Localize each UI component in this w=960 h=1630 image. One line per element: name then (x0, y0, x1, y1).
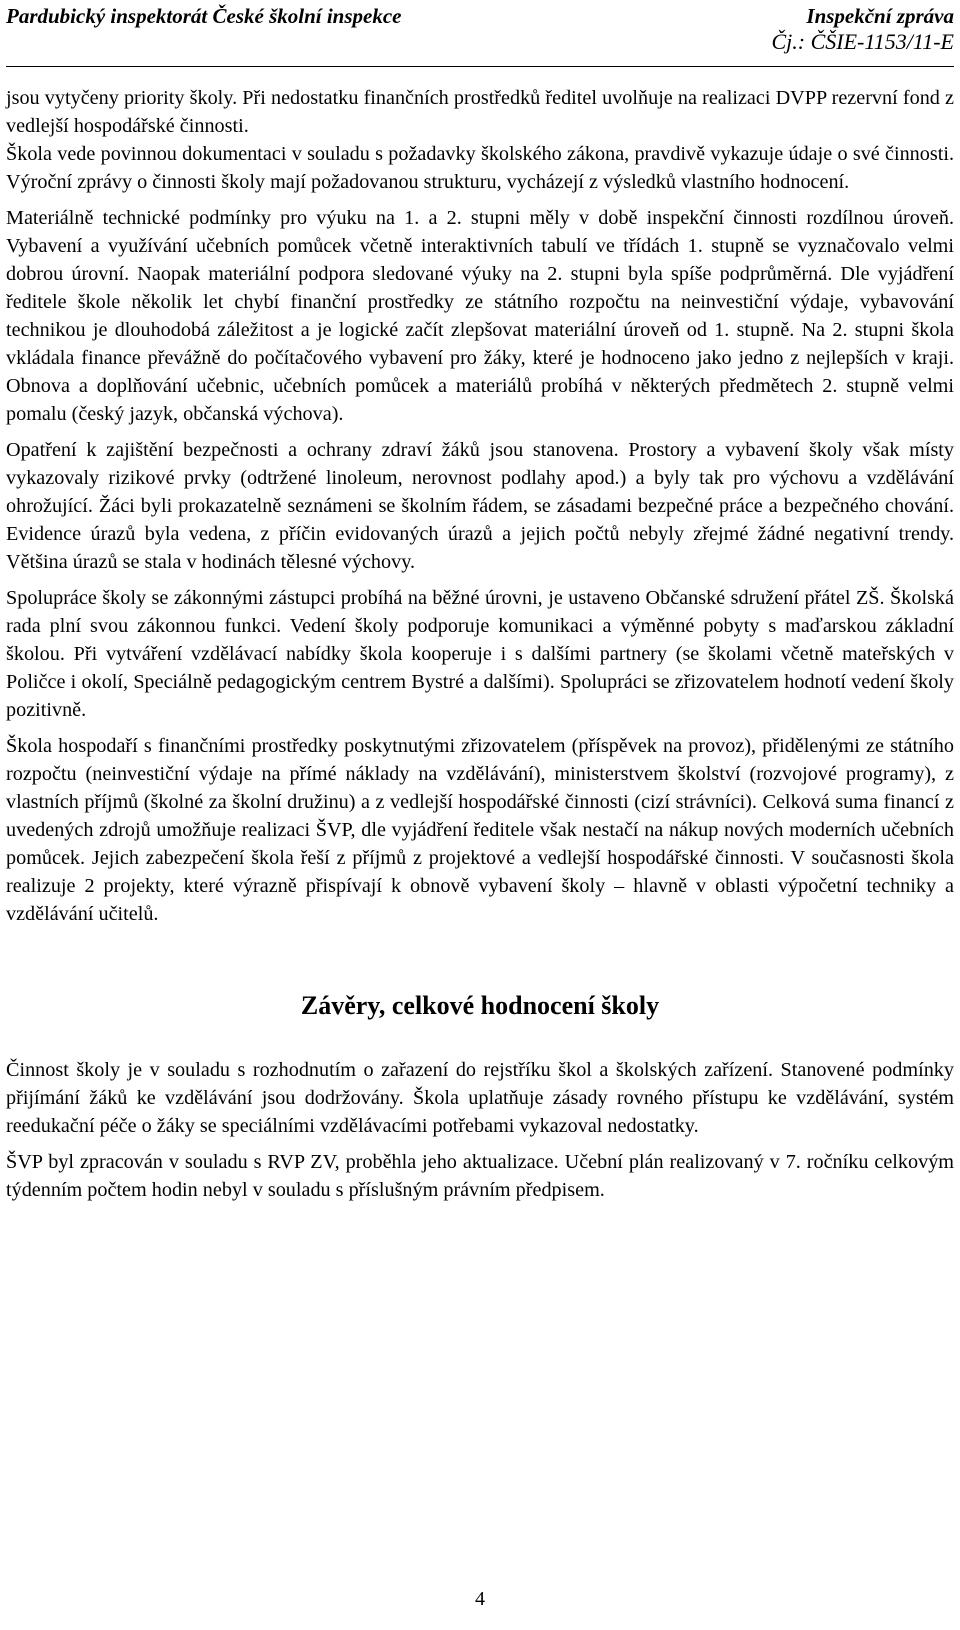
section-heading: Závěry, celkové hodnocení školy (300, 991, 660, 1020)
paragraph: jsou vytyčeny priority školy. Při nedostatku finančních prostředků ředitel uvolňuje na realizaci DVPP rezervní fond z vedlejší hospodářské činnosti. (6, 87, 954, 137)
header-document-info (772, 4, 955, 56)
paragraph: Materiálně technické podmínky pro výuku na 1. a 2. stupni měly v době inspekční činnosti rozdílnou úroveň. Vybavení a využívání učebních pomůcek včetně interaktivních tabulí ve třídách 1. stupně se vyznačovalo velmi dobrou úrovní. Naopak materiální podpora sledované výuky na 2. stupni byla spíše podprůměrná. Dle vyjádření ředitele školе několik let chybí finanční prostředky ze státního rozpočtu na neinvestiční výdaje, vybavování technikou je dlouhodobá záležitost a je logické začít zlepšovat materiální úroveň od 1. stupně. Na 2. stupni škola vkládala finance převážně do počítačového vybavení pro žáky, které je hodnoceno jako jedno z nejlepších v kraji. Obnova a doplňování učebnic, učebních pomůcek a materiálů probíhá v některých předmětech 2. stupně velmi pomalu (český jazyk, občanská výchova). (6, 207, 954, 425)
page-number: 4 (475, 1588, 485, 1610)
paragraph: Škola vede povinnou dokumentaci v souladu s požadavky školského zákona, pravdivě vykazuje údaje o své činnosti. Výroční zprávy o činnosti školy mají požadovanou strukturu, vycházejí z výsledků vlastního hodnocení. (6, 143, 954, 193)
header-reference-number: Čj.: ČŠIE-1153/11-E (771, 29, 954, 55)
page-header (6, 4, 954, 67)
header-institution: Pardubický inspektorát České školní inspekce (6, 4, 402, 28)
conclusion-paragraph: ŠVP byl zpracován v souladu s RVP ZV, proběhla jeho aktualizace. Učební plán realizovaný v 7. ročníku celkovým týdenním počtem hodin nebyl v souladu s příslušným právním předpisem. (6, 1151, 954, 1201)
paragraph: Spolupráce školy se zákonnými zástupci probíhá na běžné úrovni, je ustaveno Občanské sdružení přátel ZŠ. Školská rada plní svou zákonnou funkci. Vedení školy podporuje komunikaci a výměnné pobyty s maďarskou základní školou. Při vytváření vzdělávací nabídky škola kooperuje i s dalšími partnery (se školami včetně mateřských v Poličce i okolí, Speciálně pedagogickým centrem Bystré a dalšími). Spolupráci se zřizovatelem hodnotí vedení školy pozitivně. (6, 587, 954, 721)
paragraph: Škola hospodaří s finančními prostředky poskytnutými zřizovatelem (příspěvek na provoz), přidělenými ze státního rozpočtu (neinvestiční výdaje na přímé náklady na vzdělávání), ministerstvem školství (rozvojové programy), z vlastních příjmů (školné za školní družinu) a z vedlejší hospodářské činnosti (cizí strávníci). Celková suma financí z uvedených zdrojů umožňuje realizaci ŠVP, dle vyjádření ředitele však nestačí na nákup nových moderních učebních pomůcek. Jejich zabezpečení škola řeší z příjmů z projektové a vedlejší hospodářské činnosti. V současnosti škola realizuje 2 projekty, které výrazně přispívají k obnově vybavení školy – hlavně v oblasti výpočetní techniky a vzdělávání učitelů. (6, 735, 954, 925)
document-body (6, 84, 954, 1212)
conclusion-paragraph: Činnost školy je v souladu s rozhodnutím o zařazení do rejstříku škol a školských zařízení. Stanovené podmínky přijímání žáků ke vzdělávání jsou dodržovány. Škola uplatňuje zásady rovného přístupu ke vzdělávání, systém reedukační péče o žáky se speciálními vzdělávacími potřebami vykazoval nedostatky. (6, 1059, 954, 1137)
header-report-title: Inspekční zpráva (806, 4, 954, 28)
paragraph: Opatření k zajištění bezpečnosti a ochrany zdraví žáků jsou stanovena. Prostory a vybavení školy však místy vykazovaly rizikové prvky (odtržené linoleum, nerovnost podlahy apod.) a byly tak pro výchovu a vzdělávání ohrožující. Žáci byli prokazatelně seznámeni se školním řádem, se zásadami bezpečné práce a bezpečného chování. Evidence úrazů byla vedena, z příčin evidovaných úrazů a jejich počtů nebyly zřejmé žádné negativní trendy. Většina úrazů se stala v hodinách tělesné výchovy. (6, 439, 954, 573)
